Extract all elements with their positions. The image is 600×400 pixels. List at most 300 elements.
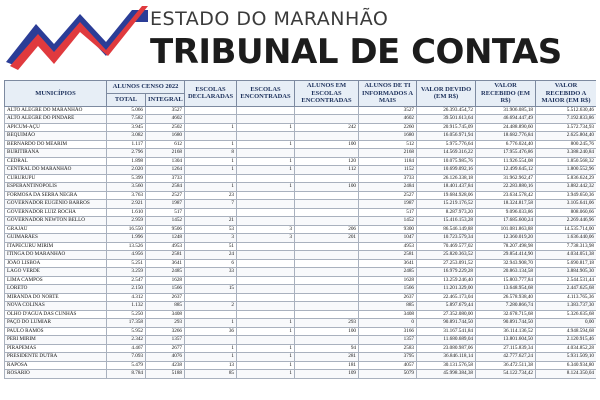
cell-decl: 15 — [185, 285, 237, 294]
table-row — [5, 174, 597, 183]
cell-integral: 3527 — [146, 106, 185, 115]
cell-total: 3.259 — [107, 268, 146, 277]
cell-maior: 1.850.568,32 — [536, 157, 596, 166]
cell-ti: 3166 — [359, 327, 417, 336]
cell-name: ITAPECURU MIRIM — [5, 242, 107, 251]
cell-recebido: 32.678.715,68 — [476, 310, 536, 319]
cell-decl: 85 — [185, 370, 237, 379]
cell-decl: 1 — [185, 183, 237, 192]
cell-decl: 53 — [185, 225, 237, 234]
cell-enc — [237, 132, 295, 141]
cell-devido: 86.546.149,88 — [417, 225, 476, 234]
cell-devido: 10.723.579,34 — [417, 234, 476, 243]
cell-devido: 18.401.437,84 — [417, 183, 476, 192]
cell-maior: 1.383.737,30 — [536, 302, 596, 311]
table-row — [5, 302, 597, 311]
table-row — [5, 285, 597, 294]
cell-integral: 1248 — [146, 234, 185, 243]
cell-enc — [237, 217, 295, 226]
table-body — [5, 106, 597, 378]
cell-devido: 45.998.384,38 — [417, 370, 476, 379]
cell-integral: 4076 — [146, 353, 185, 362]
cell-devido: 39.501.613,64 — [417, 115, 476, 124]
cell-decl — [185, 115, 237, 124]
cell-name: LIMA CAMPOS — [5, 276, 107, 285]
cell-enc: 3 — [237, 234, 295, 243]
cell-maior: 800.245,76 — [536, 140, 596, 149]
cell-total: 1.996 — [107, 234, 146, 243]
cell-total: 5.479 — [107, 361, 146, 370]
cell-alunos-enc: 206 — [295, 225, 359, 234]
table-row — [5, 268, 597, 277]
cell-name: PERI MIRIM — [5, 336, 107, 345]
cell-ti: 512 — [359, 140, 417, 149]
cell-alunos-enc — [295, 276, 359, 285]
cell-decl: 3 — [185, 234, 237, 243]
cell-ti: 3641 — [359, 259, 417, 268]
cell-total: 5.952 — [107, 327, 146, 336]
col-total: TOTAL — [107, 93, 146, 106]
cell-alunos-enc — [295, 115, 359, 124]
col-integral: INTEGRAL — [146, 93, 185, 106]
cell-enc: 1 — [237, 123, 295, 132]
court-name: TRIBUNAL DE CONTAS — [150, 32, 562, 72]
cell-recebido: 20.863.134,58 — [476, 268, 536, 277]
cell-total: 3.945 — [107, 123, 146, 132]
cell-devido: 19.684.928,06 — [417, 191, 476, 200]
cell-alunos-enc: 281 — [295, 353, 359, 362]
cell-total: 8.784 — [107, 370, 146, 379]
cell-decl: 7 — [185, 200, 237, 209]
cell-integral: 2527 — [146, 191, 185, 200]
cell-integral: 517 — [146, 208, 185, 217]
table-row — [5, 234, 597, 243]
cell-ti: 1452 — [359, 217, 417, 226]
cell-alunos-enc: 100 — [295, 327, 359, 336]
cell-alunos-enc — [295, 132, 359, 141]
table-row — [5, 225, 597, 234]
cell-ti: 1184 — [359, 157, 417, 166]
cell-ti: 3733 — [359, 174, 417, 183]
cell-recebido: 22.283.880,16 — [476, 183, 536, 192]
cell-decl: 1 — [185, 344, 237, 353]
cell-total: 7.093 — [107, 353, 146, 362]
cell-enc: 1 — [237, 370, 295, 379]
cell-recebido: 11.926.554,08 — [476, 157, 536, 166]
cell-name: GOVERNADOR NEWTON BELLO — [5, 217, 107, 226]
cell-total: 4.467 — [107, 344, 146, 353]
cell-decl: 1 — [185, 157, 237, 166]
cell-enc — [237, 149, 295, 158]
cell-alunos-enc: 100 — [295, 140, 359, 149]
cell-enc — [237, 259, 295, 268]
cell-maior: 3.949.650,36 — [536, 191, 596, 200]
cell-name: ROSÁRIO — [5, 370, 107, 379]
cell-ti: 4953 — [359, 242, 417, 251]
cell-recebido: 78.207.498,98 — [476, 242, 536, 251]
cell-integral: 3733 — [146, 174, 185, 183]
cell-name: GUIMARÃES — [5, 234, 107, 243]
cell-ti: 0 — [359, 319, 417, 328]
table-row — [5, 183, 597, 192]
cell-maior: 4.113.765,36 — [536, 293, 596, 302]
cell-recebido: 15.803.777,84 — [476, 276, 536, 285]
table-row — [5, 242, 597, 251]
cell-total: 16.550 — [107, 225, 146, 234]
cell-total: 5.250 — [107, 310, 146, 319]
cell-decl: 8 — [185, 149, 237, 158]
cell-maior: 0,00 — [536, 319, 596, 328]
cell-devido: 22.465.173,04 — [417, 293, 476, 302]
cell-devido: 23.080.987,06 — [417, 344, 476, 353]
cell-integral: 9506 — [146, 225, 185, 234]
cell-name: PAULO RAMOS — [5, 327, 107, 336]
cell-name: ESPERANTINÓPOLIS — [5, 183, 107, 192]
cell-ti: 517 — [359, 208, 417, 217]
cell-integral: 4953 — [146, 242, 185, 251]
cell-enc — [237, 191, 295, 200]
cell-alunos-enc — [295, 149, 359, 158]
table-row — [5, 353, 597, 362]
cell-maior: 7.192.833,86 — [536, 115, 596, 124]
table-row — [5, 361, 597, 370]
cell-alunos-enc — [295, 268, 359, 277]
cell-enc — [237, 106, 295, 115]
cell-alunos-enc — [295, 293, 359, 302]
table-row — [5, 123, 597, 132]
cell-devido: 25.820.363,52 — [417, 251, 476, 260]
cell-decl: 1 — [185, 353, 237, 362]
cell-maior: 5.931.509,10 — [536, 353, 596, 362]
cell-enc: 1 — [237, 353, 295, 362]
cell-enc — [237, 200, 295, 209]
cell-ti: 2168 — [359, 149, 417, 158]
cell-ti: 3527 — [359, 106, 417, 115]
cell-alunos-enc — [295, 259, 359, 268]
cell-devido: 10.075.985,76 — [417, 157, 476, 166]
col-escolas-declaradas: ESCOLAS DECLARADAS — [185, 81, 237, 107]
cell-enc — [237, 310, 295, 319]
table-row — [5, 166, 597, 175]
cell-integral: 1987 — [146, 200, 185, 209]
cell-enc: 1 — [237, 140, 295, 149]
cell-devido: 13.259.246,40 — [417, 276, 476, 285]
cell-total: 1.132 — [107, 302, 146, 311]
cell-integral: 612 — [146, 140, 185, 149]
cell-devido: 15.219.176,52 — [417, 200, 476, 209]
cell-name: BEQUIMÃO — [5, 132, 107, 141]
cell-maior: 1.636.440,06 — [536, 234, 596, 243]
cell-devido: 16.056.971,94 — [417, 132, 476, 141]
cell-decl: 13 — [185, 361, 237, 370]
table-row — [5, 217, 597, 226]
cell-ti: 3795 — [359, 353, 417, 362]
cell-devido: 31.167.541,84 — [417, 327, 476, 336]
cell-recebido: 18.324.817,58 — [476, 200, 536, 209]
cell-integral: 3408 — [146, 310, 185, 319]
cell-ti: 2260 — [359, 123, 417, 132]
cell-devido: 26.393.454,72 — [417, 106, 476, 115]
cell-alunos-enc — [295, 336, 359, 345]
table-row — [5, 132, 597, 141]
cell-devido: 36.846.118,14 — [417, 353, 476, 362]
cell-name: PAÇO DO LUMIAR — [5, 319, 107, 328]
cell-integral: 2485 — [146, 268, 185, 277]
cell-alunos-enc — [295, 217, 359, 226]
cell-total: 5.066 — [107, 106, 146, 115]
cell-name: ALTO ALEGRE DO PINDARÉ — [5, 115, 107, 124]
cell-enc: 1 — [237, 319, 295, 328]
cell-name: LAGO VERDE — [5, 268, 107, 277]
cell-decl: 1 — [185, 166, 237, 175]
cell-maior: 2.447.625,68 — [536, 285, 596, 294]
cell-alunos-enc — [295, 191, 359, 200]
cell-decl: 1 — [185, 319, 237, 328]
cell-integral: 4238 — [146, 361, 185, 370]
cell-enc — [237, 276, 295, 285]
col-valor-devido: VALOR DEVIDO (EM R$) — [417, 81, 476, 107]
cell-decl: 1 — [185, 123, 237, 132]
cell-integral: 1264 — [146, 166, 185, 175]
cell-maior: 7.738.313,98 — [536, 242, 596, 251]
cell-recebido: 12.360.019,20 — [476, 234, 536, 243]
report-header — [0, 0, 600, 78]
cell-enc — [237, 174, 295, 183]
cell-alunos-enc: 120 — [295, 157, 359, 166]
cell-integral: 2502 — [146, 123, 185, 132]
cell-recebido: 18.682.776,84 — [476, 132, 536, 141]
cell-alunos-enc — [295, 106, 359, 115]
table-row — [5, 140, 597, 149]
cell-enc — [237, 242, 295, 251]
cell-total: 2.959 — [107, 217, 146, 226]
cell-recebido: 54.122.734,42 — [476, 370, 536, 379]
cell-devido: 20.915.745,09 — [417, 123, 476, 132]
cell-ti: 5079 — [359, 370, 417, 379]
cell-alunos-enc — [295, 302, 359, 311]
cell-devido: 26.126.338,18 — [417, 174, 476, 183]
cell-recebido: 46.694.447,49 — [476, 115, 536, 124]
cell-ti: 1987 — [359, 200, 417, 209]
cell-maior: 2.544.531,44 — [536, 276, 596, 285]
cell-enc: 1 — [237, 361, 295, 370]
table-row — [5, 336, 597, 345]
cell-devido: 10.699.092,16 — [417, 166, 476, 175]
cell-maior: 2.269.446,96 — [536, 217, 596, 226]
cell-alunos-enc: 100 — [295, 183, 359, 192]
cell-ti: 1047 — [359, 234, 417, 243]
cell-enc — [237, 115, 295, 124]
table-row — [5, 115, 597, 124]
cell-alunos-enc: 94 — [295, 344, 359, 353]
col-alunos-censo: ALUNOS CENSO 2022 — [107, 81, 185, 94]
cell-name: RAPOSA — [5, 361, 107, 370]
cell-ti: 1357 — [359, 336, 417, 345]
cell-total: 1.117 — [107, 140, 146, 149]
cell-maior: 14.535.714,00 — [536, 225, 596, 234]
cell-maior: 2.625.804,40 — [536, 132, 596, 141]
cell-name: APICUM-AÇU — [5, 123, 107, 132]
cell-total: 4.312 — [107, 293, 146, 302]
cell-maior: 5.326.635,68 — [536, 310, 596, 319]
state-name: ESTADO DO MARANHÃO — [150, 8, 389, 30]
cell-alunos-enc — [295, 285, 359, 294]
cell-alunos-enc — [295, 242, 359, 251]
cell-integral: 2677 — [146, 344, 185, 353]
cell-total: 5.251 — [107, 259, 146, 268]
cell-ti: 1628 — [359, 276, 417, 285]
cell-decl — [185, 208, 237, 217]
cell-enc — [237, 208, 295, 217]
table-row — [5, 327, 597, 336]
cell-total: 1.898 — [107, 157, 146, 166]
cell-name: ALTO ALEGRE DO MARANHÃO — [5, 106, 107, 115]
table-row — [5, 200, 597, 209]
cell-recebido: 26.578.938,40 — [476, 293, 536, 302]
cell-maior: 3.884.905,30 — [536, 268, 596, 277]
cell-integral: 1357 — [146, 336, 185, 345]
cell-maior: 5.512.630,46 — [536, 106, 596, 115]
cell-decl: 36 — [185, 327, 237, 336]
cell-alunos-enc: 201 — [295, 234, 359, 243]
cell-decl: 24 — [185, 251, 237, 260]
cell-total: 2.342 — [107, 336, 146, 345]
cell-maior: 4.034.852,28 — [536, 344, 596, 353]
col-escolas-encontradas: ESCOLAS ENCONTRADAS — [237, 81, 295, 107]
cell-name: CEDRAL — [5, 157, 107, 166]
cell-enc — [237, 268, 295, 277]
cell-ti: 885 — [359, 302, 417, 311]
cell-total: 2.150 — [107, 285, 146, 294]
cell-name: GRAJAÚ — [5, 225, 107, 234]
cell-total: 7.582 — [107, 115, 146, 124]
cell-ti: 2527 — [359, 191, 417, 200]
cell-integral: 2584 — [146, 183, 185, 192]
cell-decl — [185, 310, 237, 319]
cell-maior: 808.060,66 — [536, 208, 596, 217]
cell-name: CENTRAL DO MARANHÃO — [5, 166, 107, 175]
cell-integral: 2168 — [146, 149, 185, 158]
cell-name: FORMOSA DA SERRA NEGRA — [5, 191, 107, 200]
cell-maior: 5.690.817,18 — [536, 259, 596, 268]
cell-devido: 90.891.744,50 — [417, 319, 476, 328]
cell-recebido: 6.776.024,40 — [476, 140, 536, 149]
table-row — [5, 319, 597, 328]
cell-total: 3.763 — [107, 191, 146, 200]
cell-devido: 30.131.576,58 — [417, 361, 476, 370]
cell-devido: 11.680.689,04 — [417, 336, 476, 345]
cell-total: 17.358 — [107, 319, 146, 328]
cell-name: OLHO D'ÁGUA DAS CUNHÃS — [5, 310, 107, 319]
cell-maior: 1.800.552,96 — [536, 166, 596, 175]
cell-maior: 6.340.934,80 — [536, 361, 596, 370]
cell-enc — [237, 293, 295, 302]
cell-alunos-enc — [295, 208, 359, 217]
cell-name: PRESIDENTE DUTRA — [5, 353, 107, 362]
cell-maior: 3.572.734,93 — [536, 123, 596, 132]
cell-recebido: 31.962.962,47 — [476, 174, 536, 183]
cell-decl: 21 — [185, 217, 237, 226]
col-valor-recebido: VALOR RECEBIDO (EM R$) — [476, 81, 536, 107]
cell-devido: 5.897.679,44 — [417, 302, 476, 311]
cell-devido: 27.352.080,00 — [417, 310, 476, 319]
cell-integral: 1628 — [146, 276, 185, 285]
cell-integral: 885 — [146, 302, 185, 311]
cell-integral: 4602 — [146, 115, 185, 124]
cell-ti: 9300 — [359, 225, 417, 234]
cell-integral: 3641 — [146, 259, 185, 268]
cell-recebido: 9.096.033,86 — [476, 208, 536, 217]
cell-devido: 5.975.776,64 — [417, 140, 476, 149]
cell-alunos-enc — [295, 251, 359, 260]
cell-total: 2.796 — [107, 149, 146, 158]
cell-recebido: 31.906.085,18 — [476, 106, 536, 115]
col-alunos-ti: ALUNOS DE TI INFORMADOS A MAIS — [359, 81, 417, 107]
cell-total: 5.399 — [107, 174, 146, 183]
cell-maior: 2.120.915,46 — [536, 336, 596, 345]
cell-alunos-enc — [295, 200, 359, 209]
cell-ti: 2485 — [359, 268, 417, 277]
cell-decl — [185, 293, 237, 302]
cell-alunos-enc: 293 — [295, 319, 359, 328]
cell-total: 3.082 — [107, 132, 146, 141]
cell-decl: 1 — [185, 140, 237, 149]
cell-enc — [237, 336, 295, 345]
cell-recebido: 42.777.627,24 — [476, 353, 536, 362]
cell-alunos-enc: 109 — [295, 370, 359, 379]
cell-devido: 15.416.153,28 — [417, 217, 476, 226]
cell-ti: 2581 — [359, 251, 417, 260]
col-municipios: MUNICÍPIOS — [5, 81, 107, 107]
cell-integral: 293 — [146, 319, 185, 328]
cell-decl: 51 — [185, 242, 237, 251]
cell-ti: 4602 — [359, 115, 417, 124]
cell-recebido: 7.280.866,74 — [476, 302, 536, 311]
cell-name: GOVERNADOR LUIZ ROCHA — [5, 208, 107, 217]
cell-decl: 23 — [185, 191, 237, 200]
cell-ti: 1566 — [359, 285, 417, 294]
cell-enc: 1 — [237, 327, 295, 336]
cell-total: 2.921 — [107, 200, 146, 209]
cell-decl — [185, 174, 237, 183]
cell-recebido: 32.943.908,70 — [476, 259, 536, 268]
cell-enc — [237, 285, 295, 294]
cell-alunos-enc: 112 — [295, 166, 359, 175]
table-row — [5, 370, 597, 379]
table-row — [5, 157, 597, 166]
tce-logo-icon — [2, 2, 152, 74]
cell-recebido: 13.648.954,68 — [476, 285, 536, 294]
table-row — [5, 344, 597, 353]
cell-ti: 4057 — [359, 361, 417, 370]
cell-total: 3.560 — [107, 183, 146, 192]
cell-enc: 1 — [237, 183, 295, 192]
cell-recebido: 29.854.414,90 — [476, 251, 536, 260]
cell-decl — [185, 106, 237, 115]
table-row — [5, 310, 597, 319]
cell-devido: 14.569.316,22 — [417, 149, 476, 158]
cell-integral: 2581 — [146, 251, 185, 260]
cell-maior: 5.836.624,29 — [536, 174, 596, 183]
col-alunos-escolas-encontradas: ALUNOS EM ESCOLAS ENCONTRADAS — [295, 81, 359, 107]
cell-decl: 33 — [185, 268, 237, 277]
cell-maior: 3.105.641,06 — [536, 200, 596, 209]
cell-integral: 5188 — [146, 370, 185, 379]
cell-integral: 1304 — [146, 157, 185, 166]
cell-total: 13.526 — [107, 242, 146, 251]
cell-maior: 4.034.051,38 — [536, 251, 596, 260]
cell-total: 4.956 — [107, 251, 146, 260]
